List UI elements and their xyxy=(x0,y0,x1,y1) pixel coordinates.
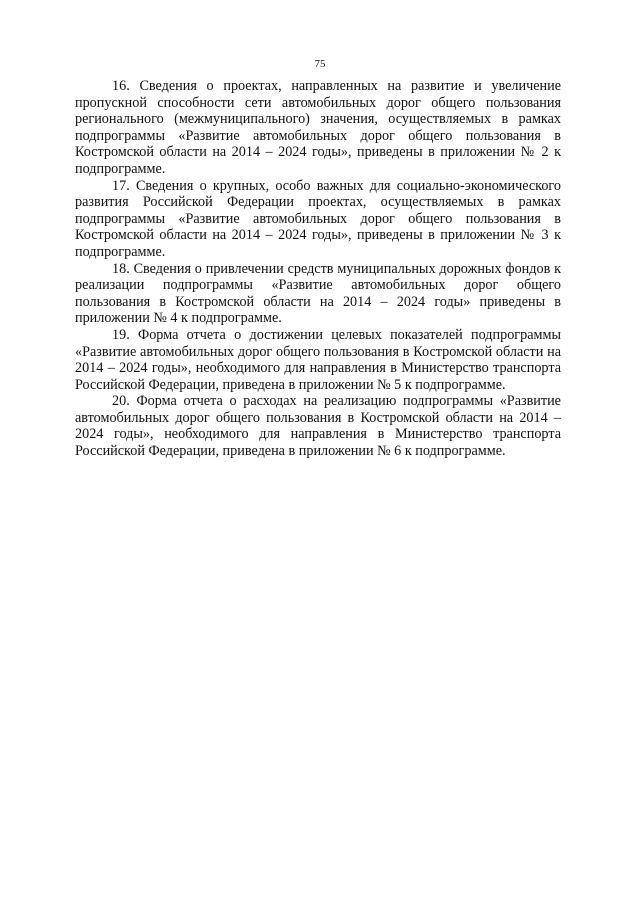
paragraph-18: 18. Сведения о привлечении средств муниципальных дорожных фондов к реализации подпрограммы «Развитие автомобильных дорог общего пользования в Костромской области на 2014 – 2024 годы» приведены в приложении № 4 к подпрограмме. xyxy=(75,260,561,327)
page-number: 75 xyxy=(314,58,326,70)
paragraph-16: 16. Сведения о проектах, направленных на развитие и увеличение пропускной способности сети автомобильных дорог общего пользования регионального (межмуниципального) значения, осуществляемых в рамках подпрограммы «Развитие автомобильных дорог общего пользования в Костромской области на 2014 – 2024 годы», приведены в приложении № 2 к подпрограмме. xyxy=(75,78,561,177)
paragraph-20: 20. Форма отчета о расходах на реализацию подпрограммы «Развитие автомобильных дорог общего пользования в Костромской области на 2014 – 2024 годы», необходимого для направления в Министерство транспорта Российской Федерации, приведена в приложении № 6 к подпрограмме. xyxy=(75,393,561,460)
paragraph-19: 19. Форма отчета о достижении целевых показателей подпрограммы «Развитие автомобильных дорог общего пользования в Костромской области на 2014 – 2024 годы», необходимого для направления в Министерство транспорта Российской Федерации, приведена в приложении № 5 к подпрограмме. xyxy=(75,326,561,393)
document-body xyxy=(75,78,561,460)
paragraph-17: 17. Сведения о крупных, особо важных для социально-экономического развития Российской Федерации проектах, осуществляемых в рамках подпрограммы «Развитие автомобильных дорог общего пользования в Костромской области на 2014 – 2024 годы», приведены в приложении № 3 к подпрограмме. xyxy=(75,177,561,260)
